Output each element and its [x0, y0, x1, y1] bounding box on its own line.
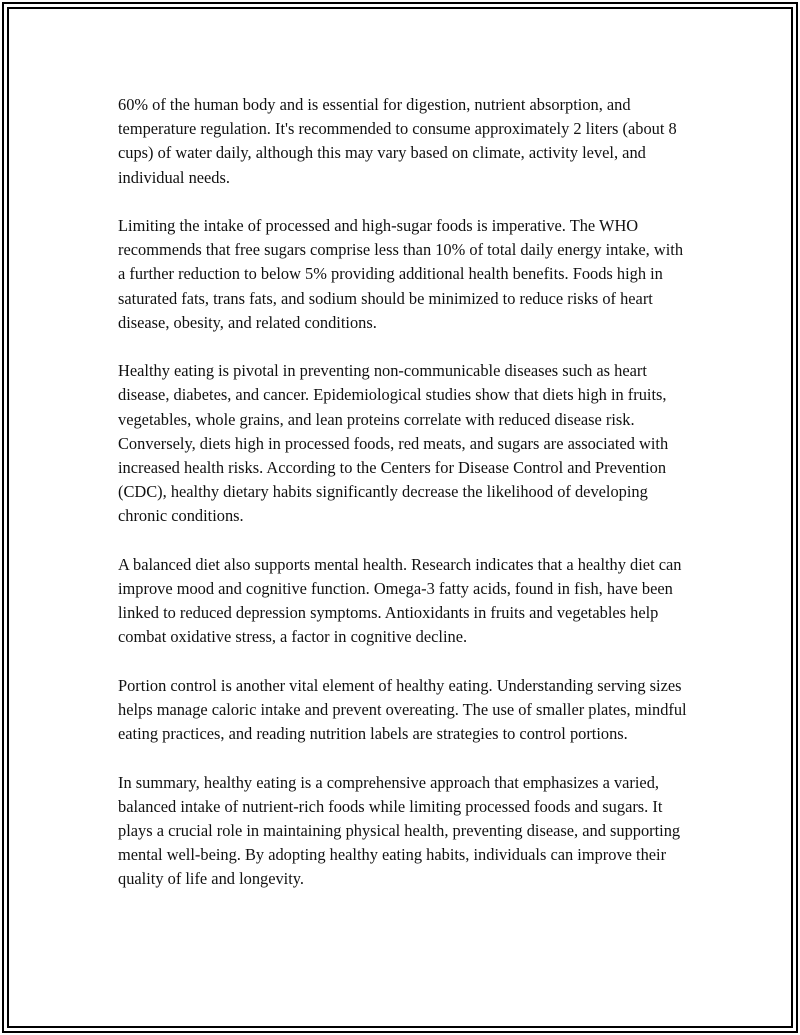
paragraph-portion-control: Portion control is another vital element of healthy eating. Understanding serving sizes helps manage caloric intake and prevent overeating. The use of smaller plates, mindful eating practices, and reading nutrition labels are strategies to control portions.: [118, 675, 687, 744]
paragraph-hydration: 60% of the human body and is essential for digestion, nutrient absorption, and temperature regulation. It's recommended to consume approximately 2 liters (about 8 cups) of water daily, although this may vary based on climate, activity level, and individual needs.: [118, 95, 677, 187]
paragraph-disease-prevention: Healthy eating is pivotal in preventing non-communicable diseases such as heart disease, diabetes, and cancer. Epidemiological studies show that diets high in fruits, vegetables, whole grains, and lean proteins correlate with reduced disease risk. Conversely, diets high in processed foods, red meats, and sugars are associated with increased health risks. According to the Centers for Disease Control and Prevention (CDC), healthy dietary habits significantly decrease the likelihood of developing chronic conditions.: [118, 361, 669, 526]
paragraph-sugar-limits: Limiting the intake of processed and high-sugar foods is imperative. The WHO recommends that free sugars comprise less than 10% of total daily energy intake, with a further reduction to below 5% providing additional health benefits. Foods high in saturated fats, trans fats, and sodium should be minimized to reduce risks of heart disease, obesity, and related conditions.: [118, 216, 684, 332]
document-body: [118, 93, 692, 892]
paragraph-summary: In summary, healthy eating is a comprehensive approach that emphasizes a varied, balanced intake of nutrient-rich foods while limiting processed foods and sugars. It plays a crucial role in maintaining physical health, preventing disease, and supporting mental well-being. By adopting healthy eating habits, individuals can improve their quality of life and longevity.: [118, 772, 681, 889]
paragraph-mental-health: A balanced diet also supports mental health. Research indicates that a healthy diet can improve mood and cognitive function. Omega-3 fatty acids, found in fish, have been linked to reduced depression symptoms. Antioxidants in fruits and vegetables help combat oxidative stress, a factor in cognitive decline.: [118, 554, 682, 647]
